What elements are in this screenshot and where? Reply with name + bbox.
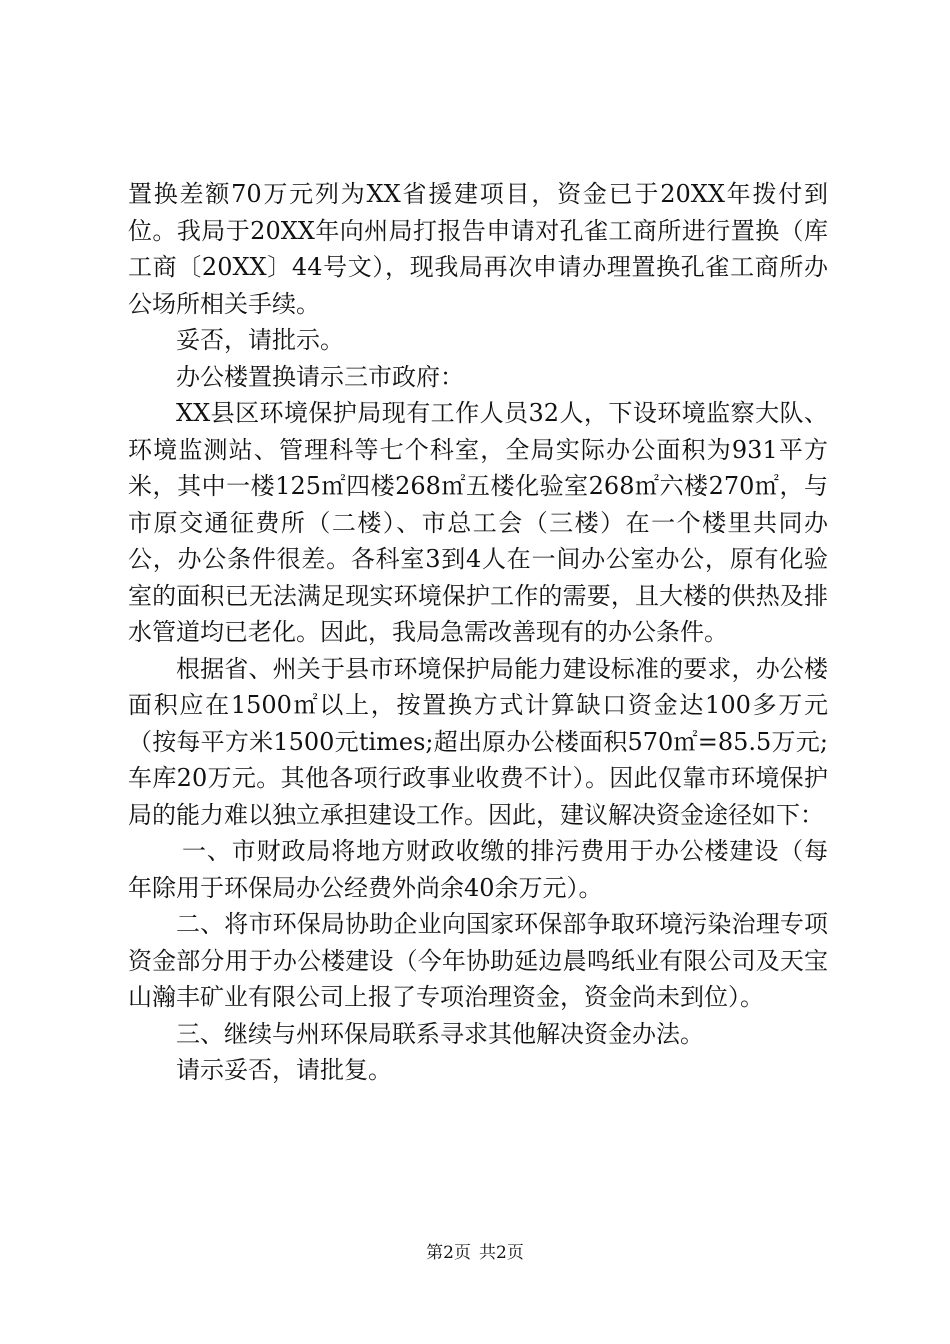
paragraph-current-conditions: XX县区环境保护局现有工作人员32人，下设环境监察大队、环境监测站、管理科等七个科室，全局实际办公面积为931平方米，其中一楼125㎡四楼268㎡五楼化验室268㎡六楼270㎡，与市原交通征费所（二楼）、市总工会（三楼）在一个楼里共同办公，办公条件很差。各科室3到4人在一间办公室办公，原有化验室的面积已无法满足现实环境保护工作的需要，且大楼的供热及排水管道均已老化。因此，我局急需改善现有的办公条件。 (128, 399, 828, 646)
paragraph-item-two: 二、将市环保局协助企业向国家环保部争取环境污染治理专项资金部分用于办公楼建设（今年协助延边晨鸣纸业有限公司及天宝山瀚丰矿业有限公司上报了专项治理资金，资金尚未到位）。 (128, 910, 828, 1011)
paragraph-title-office-request: 办公楼置换请示三市政府： (176, 362, 464, 391)
paragraph-item-three: 三、继续与州环保局联系寻求其他解决资金办法。 (176, 1019, 704, 1048)
paragraph-closing: 请示妥否，请批复。 (176, 1056, 392, 1084)
paragraph-funding-gap: 根据省、州关于县市环境保护局能力建设标准的要求，办公楼面积应在1500㎡以上，按置换方式计算缺口资金达100多万元（按每平方米1500元times;超出原办公楼面积570㎡=85.5万元;车库20万元。其他各项行政事业收费不计）。因此仅靠市环境保护局的能力难以独立承担建设工作。因此，建议解决资金途径如下： (128, 654, 828, 829)
document-body (128, 176, 828, 1089)
paragraph-replacement-funding: 置换差额70万元列为XX省援建项目，资金已于20XX年拨付到位。我局于20XX年向州局打报告申请对孔雀工商所进行置换（库工商〔20XX〕44号文），现我局再次申请办理置换孔雀工商所办公场所相关手续。 (128, 180, 828, 318)
page-total: 共2页 (479, 1243, 524, 1263)
page-footer (0, 1242, 950, 1264)
page-number: 第2页 (426, 1243, 471, 1263)
paragraph-request-approval: 妥否，请批示。 (176, 326, 344, 354)
paragraph-item-one: 一、市财政局将地方财政收缴的排污费用于办公楼建设（每年除用于环保局办公经费外尚余40余万元）。 (128, 837, 828, 902)
